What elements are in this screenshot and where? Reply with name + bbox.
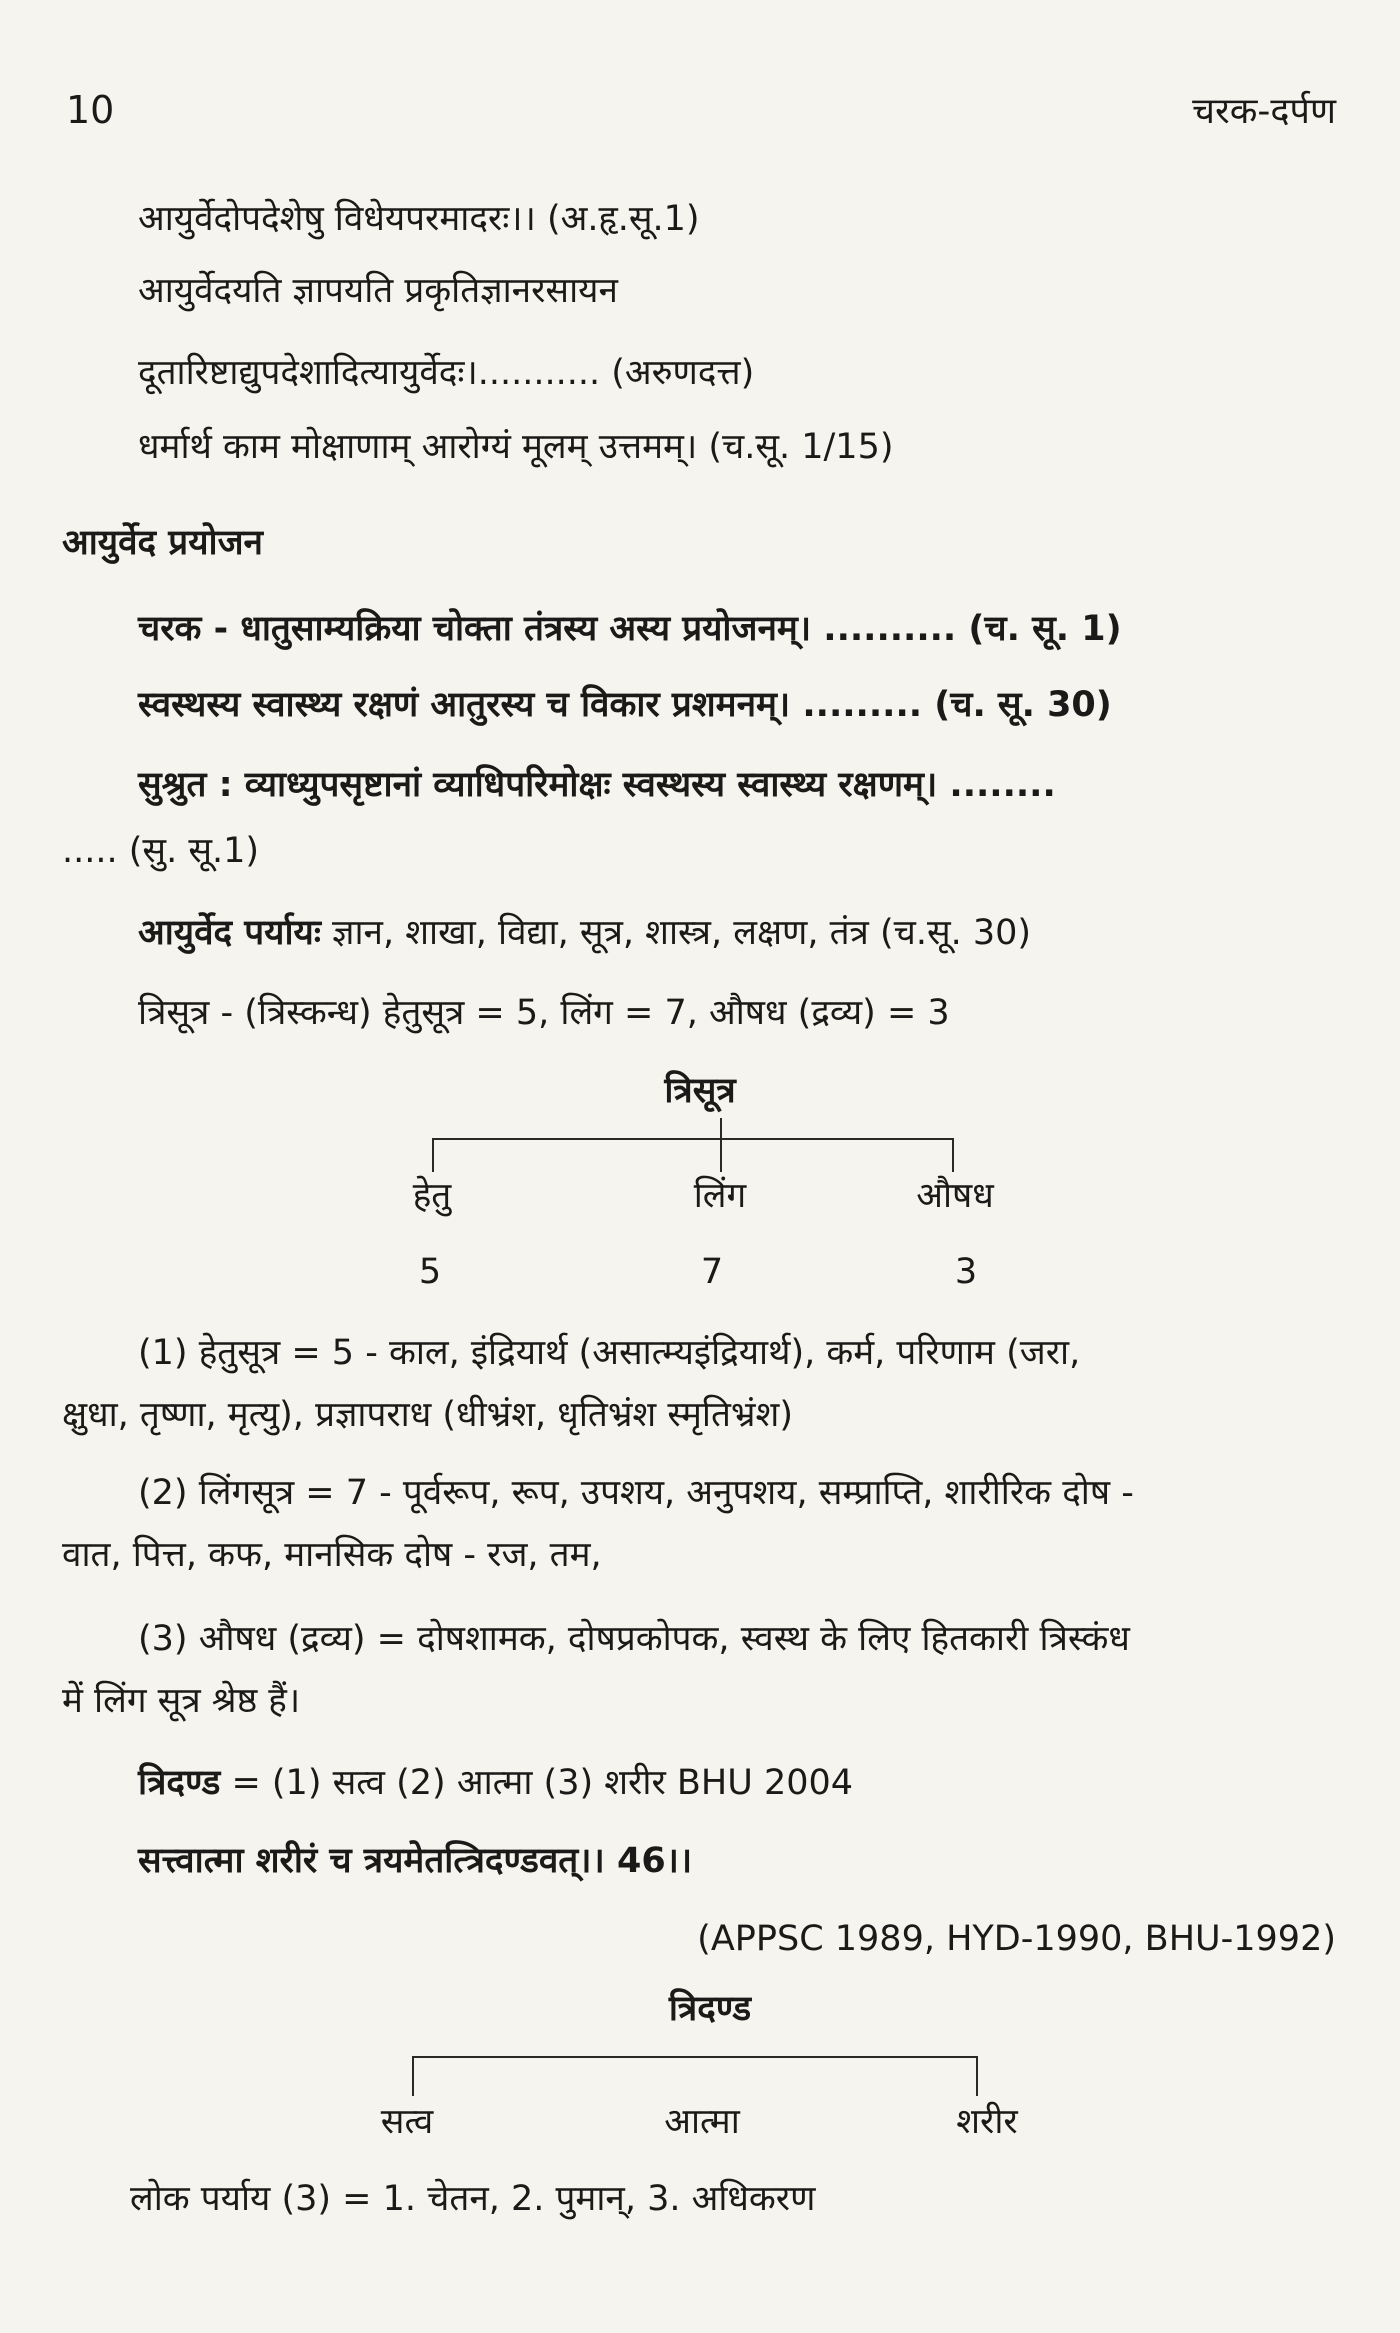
trisutra-branch-aushadh: औषध xyxy=(916,1176,994,1216)
tridand-branch-atma: आत्मा xyxy=(664,2102,740,2142)
quote-line-1: आयुर्वेदोपदेशेषु विधेयपरमादरः।। (अ.हृ.सू.1) xyxy=(138,199,700,239)
tridand-tree-title: त्रिदण्ड xyxy=(668,1989,752,2029)
sushrut-prayojan-line-2: ..... (सु. सू.1) xyxy=(62,831,260,871)
trisutra-tree-title: त्रिसूत्र xyxy=(664,1071,736,1111)
tridand-tree-drop-3 xyxy=(976,2056,978,2096)
section-heading: आयुर्वेद प्रयोजन xyxy=(62,523,263,563)
trisutra-count-hetu: 5 xyxy=(418,1252,442,1292)
point-2-line-1: (2) लिंगसूत्र = 7 - पूर्वरूप, रूप, उपशय, अनुपशय, सम्प्राप्ति, शारीरिक दोष - xyxy=(138,1473,1134,1513)
point-2-line-2: वात, पित्त, कफ, मानसिक दोष - रज, तम, xyxy=(62,1535,602,1575)
tridand-reference: (APPSC 1989, HYD-1990, BHU-1992) xyxy=(697,1919,1336,1959)
point-1-line-1: (1) हेतुसूत्र = 5 - काल, इंद्रियार्थ (असात्म्यइंद्रियार्थ), कर्म, परिणाम (जरा, xyxy=(138,1333,1081,1373)
tridand-text: = (1) सत्व (2) आत्मा (3) शरीर BHU 2004 xyxy=(220,1763,854,1803)
page-number: 10 xyxy=(66,88,115,132)
trisutra-branch-ling: लिंग xyxy=(693,1176,747,1216)
quote-line-3: दूतारिष्टाद्युपदेशादित्यायुर्वेदः।........... (अरुणदत्त) xyxy=(138,353,755,393)
trisutra-count-aushadh: 3 xyxy=(954,1252,978,1292)
point-3-line-1: (3) औषध (द्रव्य) = दोषशामक, दोषप्रकोपक, स्वस्थ के लिए हितकारी त्रिस्कंध xyxy=(138,1619,1130,1659)
trisutra-tree-drop-2 xyxy=(720,1138,722,1172)
trisutra-count-ling: 7 xyxy=(700,1252,724,1292)
tridand-line xyxy=(138,1760,853,1806)
sushrut-prayojan-line-1: सुश्रुत : व्याध्युपसृष्टानां व्याधिपरिमोक्षः स्वस्थस्य स्वास्थ्य रक्षणम्। ........ xyxy=(138,765,1056,805)
ayurved-paryay xyxy=(138,910,1031,956)
tridand-label: त्रिदण्ड xyxy=(138,1763,221,1803)
paryay-text: ज्ञान, शाखा, विद्या, सूत्र, शास्त्र, लक्षण, तंत्र (च.सू. 30) xyxy=(320,913,1032,953)
quote-line-2: आयुर्वेदयति ज्ञापयति प्रकृतिज्ञानरसायन xyxy=(138,271,618,311)
tridand-shloka: सत्त्वात्मा शरीरं च त्रयमेतत्त्रिदण्डवत्।। 46।। xyxy=(138,1841,693,1881)
trisutra-branch-hetu: हेतु xyxy=(412,1176,452,1216)
tridand-tree-bar xyxy=(412,2056,978,2058)
trisutra-tree-bar xyxy=(432,1138,954,1140)
paryay-label: आयुर्वेद पर्यायः xyxy=(138,913,321,953)
charak-prayojan-line-1: चरक - धातुसाम्यक्रिया चोक्ता तंत्रस्य अस्य प्रयोजनम्। .......... (च. सू. 1) xyxy=(138,609,1122,649)
point-1-line-2: क्षुधा, तृष्णा, मृत्यु), प्रज्ञापराध (धीभ्रंश, धृतिभ्रंश स्मृतिभ्रंश) xyxy=(62,1395,793,1435)
charak-prayojan-line-2: स्वस्थस्य स्वास्थ्य रक्षणं आतुरस्य च विकार प्रशमनम्। ......... (च. सू. 30) xyxy=(138,685,1112,725)
trisutra-line: त्रिसूत्र - (त्रिस्कन्ध) हेतुसूत्र = 5, लिंग = 7, औषध (द्रव्य) = 3 xyxy=(138,993,950,1033)
tridand-branch-satva: सत्व xyxy=(380,2102,434,2142)
lok-paryay-line: लोक पर्याय (3) = 1. चेतन, 2. पुमान्, 3. अधिकरण xyxy=(130,2179,816,2219)
trisutra-tree-drop-3 xyxy=(952,1138,954,1172)
quote-line-4: धर्मार्थ काम मोक्षाणाम् आरोग्यं मूलम् उत्तमम्। (च.सू. 1/15) xyxy=(138,427,894,467)
trisutra-tree-drop-1 xyxy=(432,1138,434,1172)
tridand-branch-sharir: शरीर xyxy=(956,2102,1018,2142)
trisutra-tree-stem xyxy=(720,1118,722,1138)
running-title: चरक-दर्पण xyxy=(1192,91,1336,132)
tridand-tree-drop-1 xyxy=(412,2056,414,2096)
point-3-line-2: में लिंग सूत्र श्रेष्ठ हैं। xyxy=(62,1681,301,1721)
